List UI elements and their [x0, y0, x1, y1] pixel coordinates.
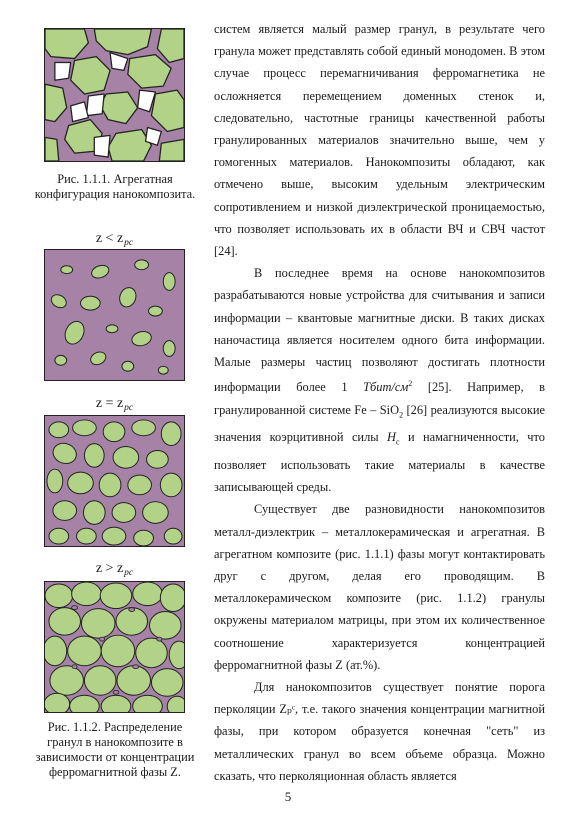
paragraph-4: Для нанокомпозитов существует понятие порога перколяции Zₚᶜ, т.е. такого значения концентрации магнитной фазы, при котором образуется конечная "сеть" из металлических гранул во всем объеме образца. Можно сказать, что перколяционная область является [214, 679, 545, 783]
z-pc-subscript: pc [124, 568, 134, 578]
z-above-threshold-label [44, 561, 185, 581]
paragraph-2-part-c: [26] реализуются высокие значения коэрцитивной силы [214, 402, 546, 445]
z-above-text: z > z [95, 561, 124, 576]
figure-1-1-1-caption: Рис. 1.1.1. Агрегатная конфигурация нанокомпозита. [34, 172, 196, 201]
paragraph-2-part-b: [25]. Например, в гранулированной системе Fe – SiO [214, 380, 545, 417]
figure-1-1-2-caption: Рис. 1.1.2. Распределение гранул в нанокомпозите в зависимости от концентрации ферромагнитной фазы Z. [35, 720, 195, 779]
density-unit-superscript: 2 [408, 379, 413, 389]
paragraph-3: Существует две разновидности нанокомпозитов металл-диэлектрик – металлокерамическая и агрегатная. В агрегатном композите (рис. 1.1.1) фазы могут контактировать друг с другом, делая его проводящим. В металлокерамическом композите (рис. 1.1.2) гранулы окружены материалом матрицы, при этом их количественное соотношение характеризуется концентрацией ферромагнитной фазы Z (ат.%). [214, 502, 545, 672]
coercive-force-subscript: c [395, 437, 400, 447]
z-pc-subscript: pc [124, 403, 134, 413]
density-unit: Тбит/см [363, 380, 409, 395]
paragraph-1: систем является малый размер гранул, в результате чего гранула может представлять собой единый монодомен. В этом случае процесс перемагничивания ферромагнетика не осложняется перемещением доменных стенок и, следовательно, частотные границы качественной работы гранулированных материалов значительно выше, чем у гомогенных материалов. Нанокомпозиты обладают, как отмечено выше, высоким удельным электрическим сопротивлением и низкой диэлектрической проницаемостью, что позволяет использовать их в области ВЧ и СВЧ частот [24]. [214, 22, 545, 259]
paragraph-2-part-d: и намагниченности, что позволяет использовать такие материалы в качестве записывающей среды. [214, 430, 545, 495]
z-pc-subscript: pc [124, 238, 134, 248]
granules-threshold-figure [44, 415, 185, 547]
coercive-force-symbol: H [387, 430, 396, 445]
sio2-subscript: 2 [399, 410, 404, 420]
z-at-threshold-label [44, 396, 185, 416]
z-below-threshold-label [44, 231, 185, 251]
paragraph-2-part-a: В последнее время на основе нанокомпозитов разрабатываются новые устройства для считывания и записи информации – квантовые магнитные диски. В таких дисках наночастица является носителем одного бита информации. Малые размеры частиц позволяют достигать плотности информации более 1 [214, 266, 545, 395]
paragraph-2 [214, 262, 545, 498]
body-text [214, 18, 545, 787]
page-number: 5 [284, 789, 292, 804]
z-below-text: z < z [95, 231, 124, 246]
z-equal-text: z = z [95, 396, 124, 411]
granules-sparse-figure [44, 249, 185, 381]
granules-dense-figure [44, 581, 185, 713]
aggregate-configuration-figure [44, 28, 185, 162]
